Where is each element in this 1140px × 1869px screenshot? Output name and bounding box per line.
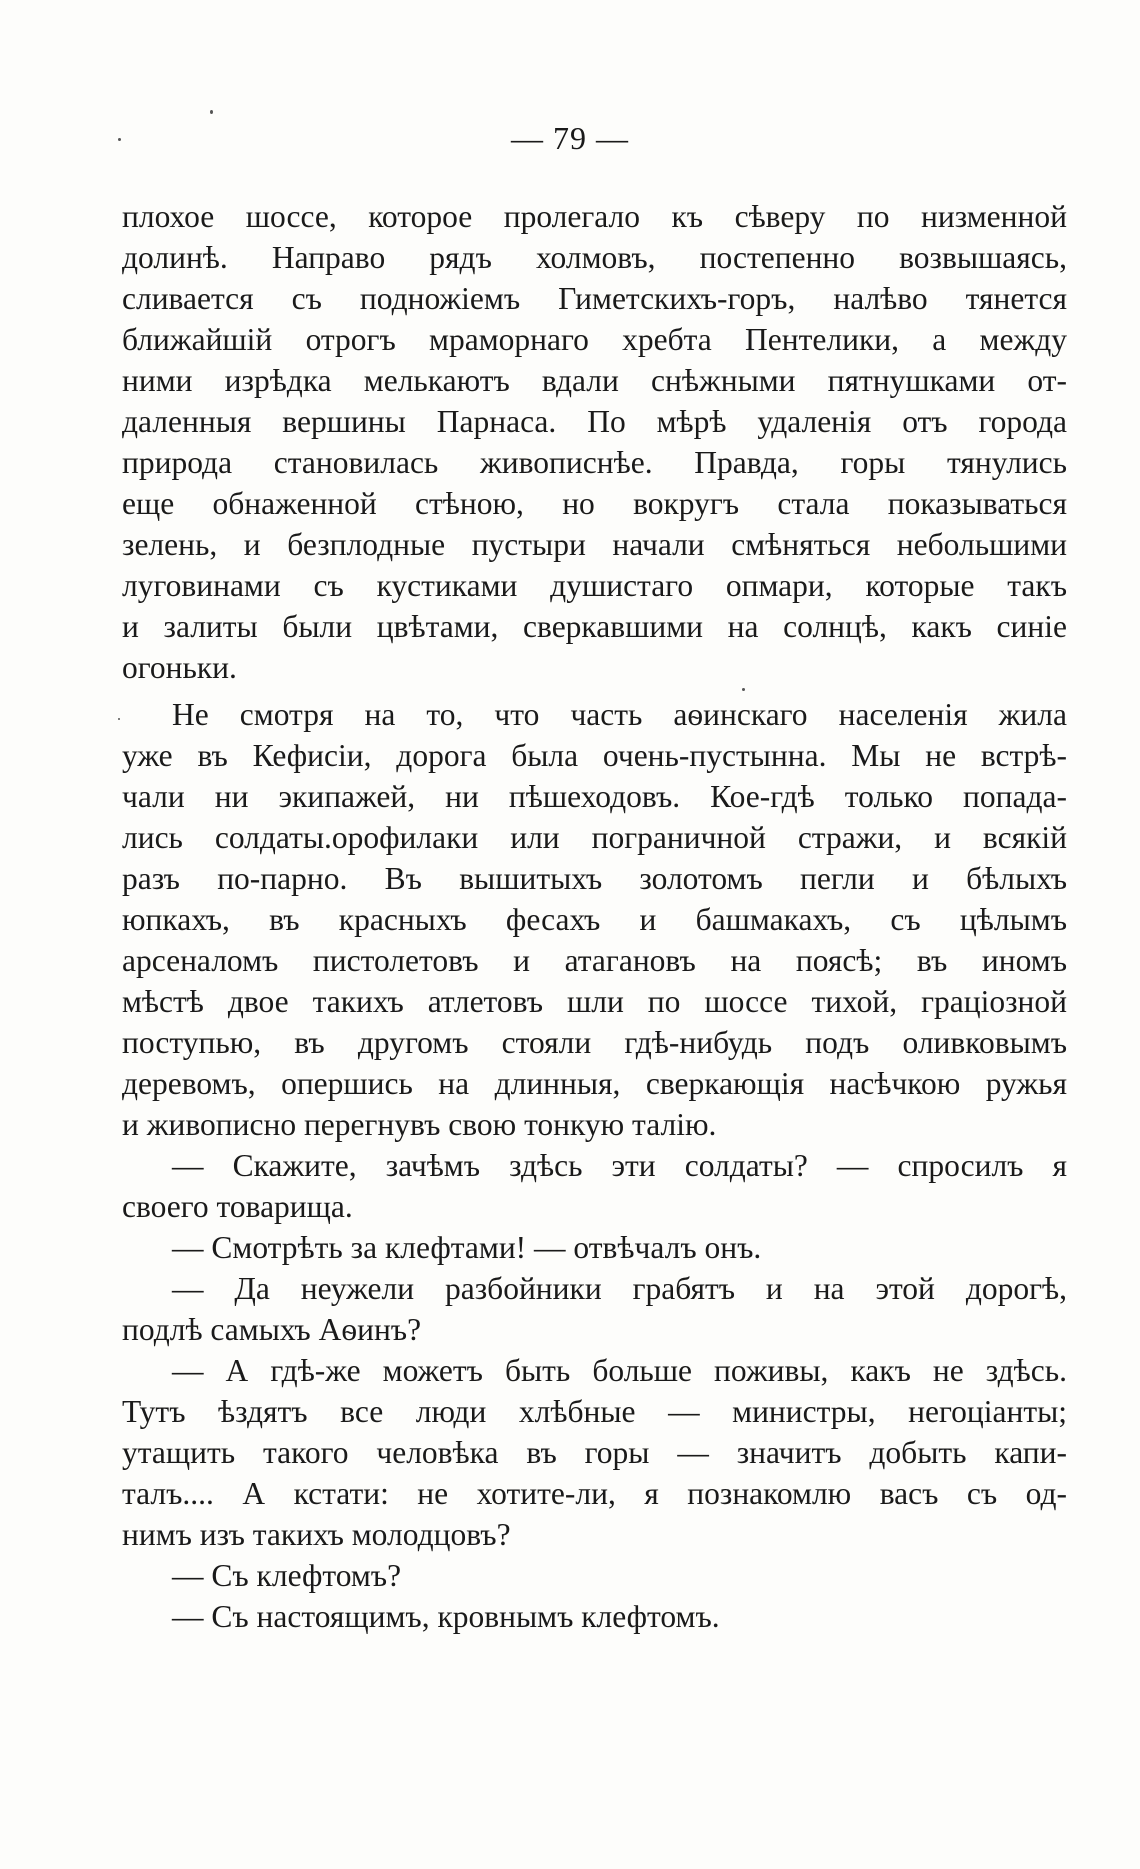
text-line: и живописно перегнувъ свою тонкую талію. — [122, 1107, 717, 1142]
text-line: луговинами съ кустиками душистаго опмари, которые такъ — [122, 568, 1067, 603]
paragraph — [122, 1227, 1067, 1268]
text-line: природа становилась живописнѣе. Правда, горы тянулись — [122, 445, 1067, 480]
text-line: уже въ Кефисіи, дорога была очень-пустынна. Мы не встрѣ- — [122, 738, 1067, 773]
text-line: Не смотря на то, что часть аѳинскаго населенія жила — [172, 697, 1067, 732]
text-line: — Скажите, зачѣмъ здѣсь эти солдаты? — спросилъ я — [172, 1148, 1067, 1183]
text-line: подлѣ самыхъ Аѳинъ? — [122, 1312, 422, 1347]
paragraph — [122, 1350, 1067, 1555]
paragraph — [122, 694, 1067, 1145]
text-line: юпкахъ, въ красныхъ фесахъ и башмакахъ, съ цѣлымъ — [122, 902, 1067, 937]
paragraph — [122, 1555, 1067, 1596]
text-line: — Съ клефтомъ? — [172, 1558, 402, 1593]
text-line: даленныя вершины Парнаса. По мѣрѣ удаленія отъ города — [122, 404, 1067, 439]
paragraph — [122, 196, 1067, 688]
paragraph — [122, 1596, 1067, 1637]
text-line: поступью, въ другомъ стояли гдѣ-нибудь подъ оливковымъ — [122, 1025, 1067, 1060]
text-line: сливается съ подножіемъ Гиметскихъ-горъ, налѣво тянется — [122, 281, 1067, 316]
text-line: лись солдаты.орофилаки или пограничной стражи, и всякій — [122, 820, 1067, 855]
page-number: — 79 — — [511, 120, 629, 156]
text-line: чали ни экипажей, ни пѣшеходовъ. Кое-гдѣ только попада- — [122, 779, 1067, 814]
text-line: и залиты были цвѣтами, сверкавшими на солнцѣ, какъ синіе — [122, 609, 1067, 644]
text-line: утащить такого человѣка въ горы — значитъ добыть капи- — [122, 1435, 1067, 1470]
text-line: — А гдѣ-же можетъ быть больше поживы, какъ не здѣсь. — [172, 1353, 1067, 1388]
text-line: деревомъ, опершись на длинныя, сверкающія насѣчкою ружья — [122, 1066, 1067, 1101]
text-line: зелень, и безплодные пустыри начали смѣняться небольшими — [122, 527, 1067, 562]
text-line: Тутъ ѣздятъ все люди хлѣбные — министры, негоціанты; — [122, 1394, 1067, 1429]
text-line: своего товарища. — [122, 1189, 353, 1224]
text-line: еще обнаженной стѣною, но вокругъ стала показываться — [122, 486, 1067, 521]
paragraph — [122, 1145, 1067, 1227]
text-line: долинѣ. Направо рядъ холмовъ, постепенно возвышаясь, — [122, 240, 1067, 275]
text-line: плохое шоссе, которое пролегало къ сѣверу по низменной — [122, 199, 1067, 234]
print-speck — [210, 110, 213, 114]
text-line: — Да неужели разбойники грабятъ и на этой дорогѣ, — [172, 1271, 1067, 1306]
text-line: — Смотрѣть за клефтами! — отвѣчалъ онъ. — [172, 1230, 762, 1265]
text-line: ними изрѣдка мелькаютъ вдали снѣжными пятнушками от- — [122, 363, 1067, 398]
print-speck — [118, 718, 120, 720]
text-line: разъ по-парно. Въ вышитыхъ золотомъ пегли и бѣлыхъ — [122, 861, 1067, 896]
body-text — [122, 196, 1067, 1637]
text-line: мѣстѣ двое такихъ атлетовъ шли по шоссе тихой, граціозной — [122, 984, 1067, 1019]
text-line: арсеналомъ пистолетовъ и атагановъ на поясѣ; въ иномъ — [122, 943, 1067, 978]
text-line: — Съ настоящимъ, кровнымъ клефтомъ. — [172, 1599, 720, 1634]
text-line: огоньки. — [122, 650, 237, 685]
text-line: нимъ изъ такихъ молодцовъ? — [122, 1517, 511, 1552]
paragraph — [122, 1268, 1067, 1350]
text-line: ближайшій отрогъ мраморнаго хребта Пентелики, а между — [122, 322, 1067, 357]
text-line: талъ.... А кстати: не хотите-ли, я познакомлю васъ съ од- — [122, 1476, 1067, 1511]
